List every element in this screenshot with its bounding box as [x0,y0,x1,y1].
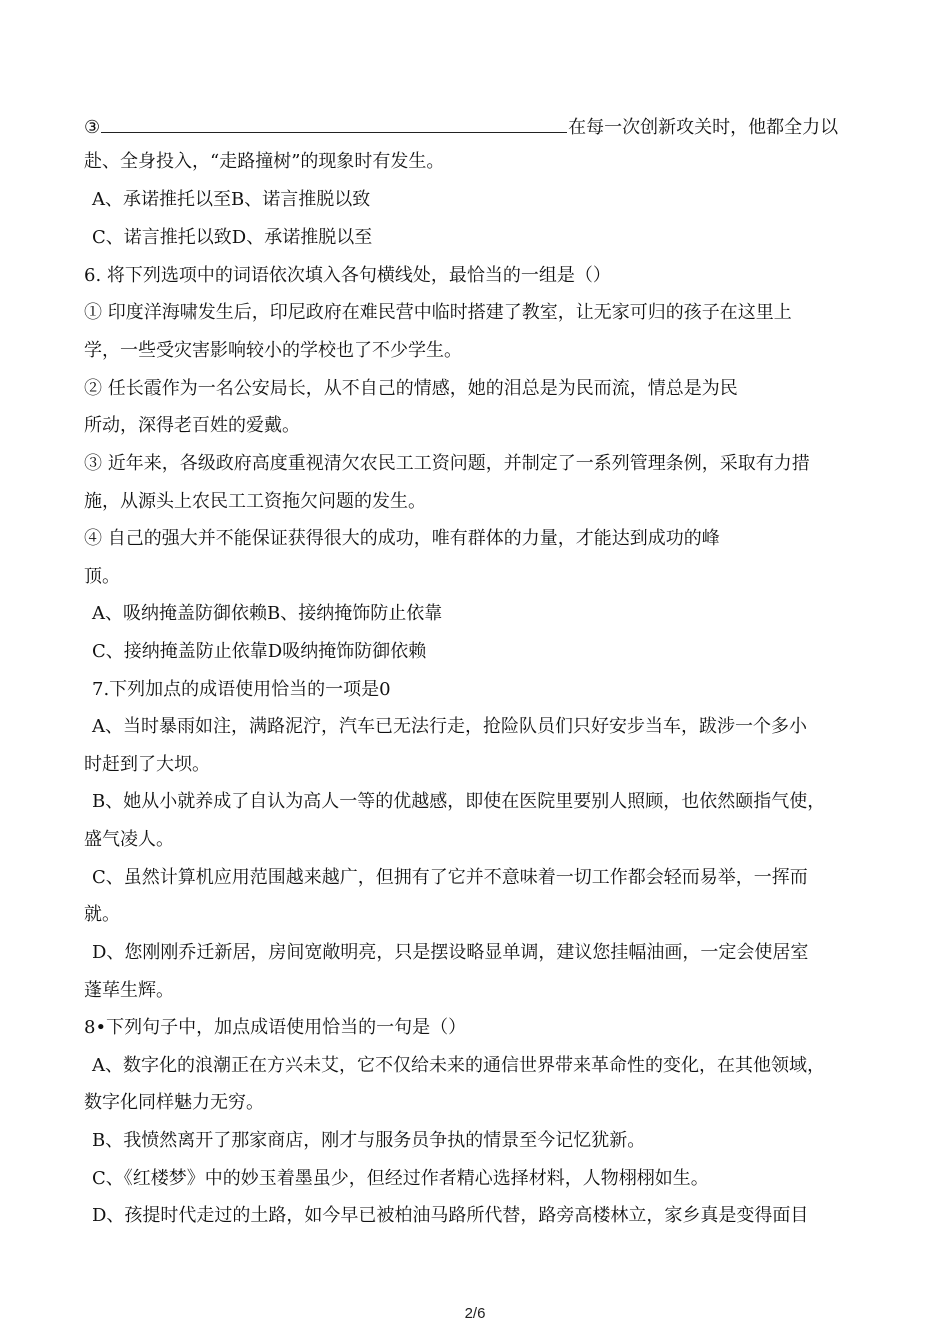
text-line: 顶。 [84,566,120,587]
text-line: 赴、全身投入，“走路撞树”的现象时有发生。 [84,151,445,172]
option-line: B、她从小就养成了自认为高人一等的优越感，即使在医院里要别人照顾，也依然颐指气使， [92,791,826,812]
option-line: A、数字化的浪潮正在方兴未艾，它不仅给未来的通信世界带来革命性的变化，在其他领域， [92,1055,825,1076]
option-line: C、《红楼梦》中的妙玉着墨虽少，但经过作者精心选择材料，人物栩栩如生。 [92,1168,709,1189]
text-line: 数字化同样魅力无穷。 [84,1092,264,1113]
option-line: D、您刚刚乔迁新居，房间宽敞明亮，只是摆设略显单调，建议您挂幅油画，一定会使居室 [92,942,809,963]
text-line: ② 任长霞作为一名公安局长，从不自己的情感，她的泪总是为民而流，情总是为民 [84,378,738,399]
text-line: 蓬荜生辉。 [84,980,174,1001]
option-line: C、诺言推托以致D、承诺推脱以至 [92,227,373,248]
line-remainder: 在每一次创新攻关时，他都全力以 [568,117,839,138]
text-line: ③ 近年来，各级政府高度重视清欠农民工工资问题，并制定了一系列管理条例，采取有力措 [84,453,810,474]
question-heading: 6. 将下列选项中的词语依次填入各句横线处，最恰当的一组是（） [84,265,611,286]
text-line: ④ 自己的强大并不能保证获得很大的成功，唯有群体的力量，才能达到成功的峰 [84,528,720,549]
option-line: A、吸纳掩盖防御依赖B、接纳掩饰防止依靠 [92,603,443,624]
question-heading: 8•下列句子中，加点成语使用恰当的一句是（） [84,1017,467,1038]
fill-in-blank [101,112,567,133]
text-line: 就。 [84,904,120,925]
option-line: C、虽然计算机应用范围越来越广，但拥有了它并不意味着一切工作都会轻而易举，一挥而 [92,867,808,888]
page-number: 2/6 [464,1305,486,1322]
text-line: 学，一些受灾害影响较小的学校也了不少学生。 [84,340,462,361]
text-line: ① 印度洋海啸发生后，印尼政府在难民营中临时搭建了教室，让无家可归的孩子在这里上 [84,302,792,323]
text-line: 盛气凌人。 [84,829,174,850]
option-line: A、当时暴雨如注，满路泥泞，汽车已无法行走，抢险队员们只好安步当车，跋涉一个多小 [92,716,807,737]
text-line: 时赶到了大坝。 [84,754,210,775]
option-line: D、孩提时代走过的土路，如今早已被柏油马路所代替，路旁高楼林立，家乡真是变得面目 [92,1205,809,1226]
text-line: 施，从源头上农民工工资拖欠问题的发生。 [84,491,426,512]
text-line: 所动，深得老百姓的爱戴。 [84,415,300,436]
text-line-blank [84,112,838,140]
circled-number: ③ [84,117,101,138]
option-line: B、我愤然离开了那家商店，刚才与服务员争执的情景至今记忆犹新。 [92,1130,646,1151]
option-line: C、接纳掩盖防止依靠D吸纳掩饰防御依赖 [92,641,427,662]
question-heading: 7.下列加点的成语使用恰当的一项是0 [92,679,391,700]
option-line: A、承诺推托以至B、诺言推脱以致 [92,189,371,210]
